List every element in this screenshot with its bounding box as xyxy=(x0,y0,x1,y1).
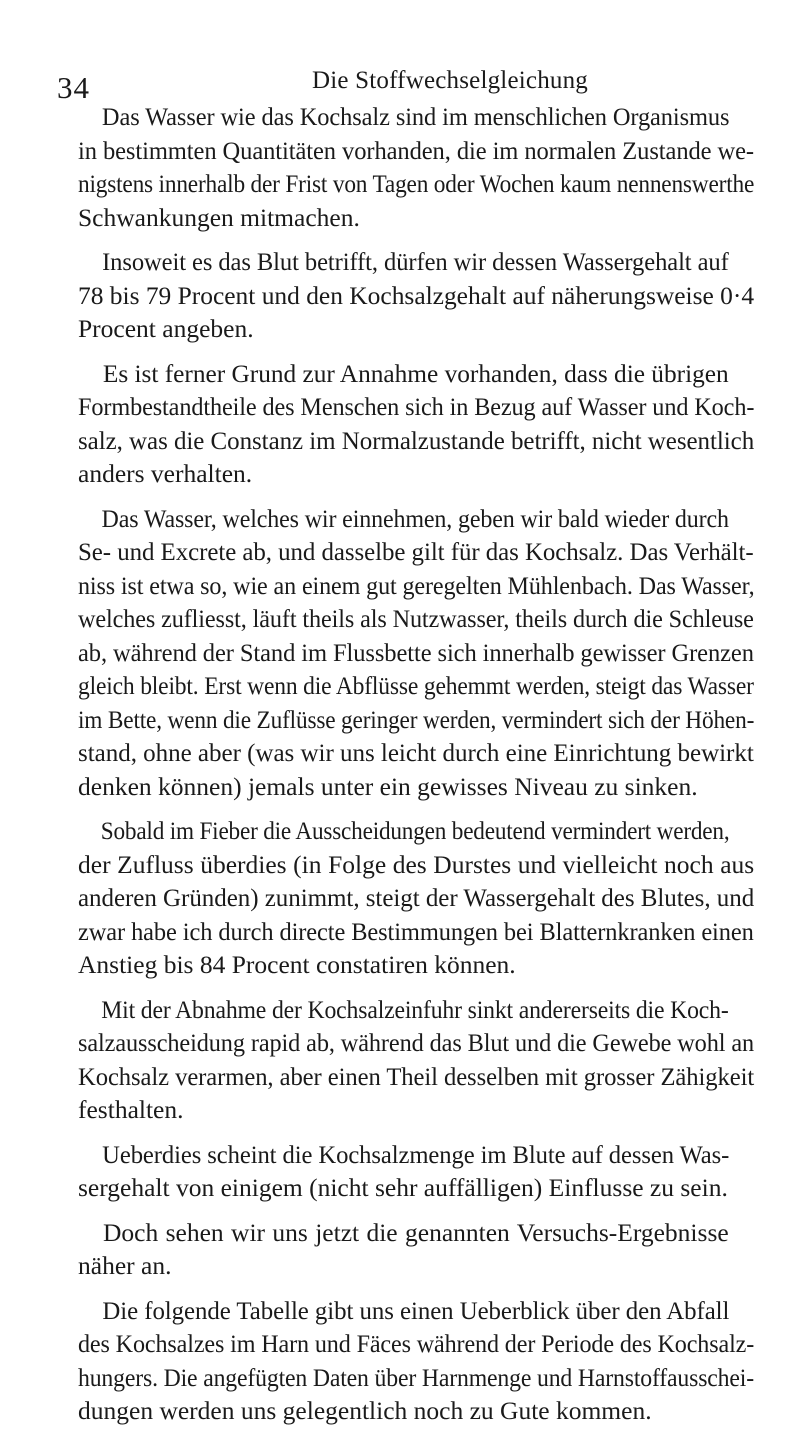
paragraph xyxy=(78,1138,754,1205)
text-line: welches zufliesst, läuft theils als Nutzwasser, theils durch die Schleuse xyxy=(78,604,754,633)
text-line: Das Wasser, welches wir einnehmen, geben wir bald wieder durch xyxy=(101,503,729,533)
text-line: im Bette, wenn die Zuflüsse geringer werden, vermindert sich der Höhen- xyxy=(78,704,755,734)
text-line: Insoweit es das Blut betrifft, dürfen wir dessen Wassergehalt auf xyxy=(102,247,729,276)
text-line: näher an. xyxy=(78,1251,172,1280)
text-line: stand, ohne aber (was wir uns leicht durch eine Einrichtung bewirkt xyxy=(78,738,754,767)
text-line: Anstieg bis 84 Procent constatiren können. xyxy=(78,950,516,979)
text-line: Procent angeben. xyxy=(78,314,254,343)
text-line: Schwankungen mitmachen. xyxy=(78,202,360,232)
text-line: der Zufluss überdies (in Folge des Durstes und vielleicht noch aus xyxy=(78,849,755,879)
text-line: zwar habe ich durch directe Bestimmungen bei Blatternkranken einen xyxy=(78,916,754,946)
text-line: anderen Gründen) zunimmt, steigt der Wassergehalt des Blutes, und xyxy=(78,883,755,912)
paragraph xyxy=(78,1294,754,1428)
text-line: Es ist ferner Grund zur Annahme vorhanden, dass die übrigen xyxy=(102,358,729,388)
paragraph xyxy=(78,993,754,1127)
text-line: denken können) jemals unter ein gewisses Niveau zu sinken. xyxy=(78,771,698,801)
text-line: Ueberdies scheint die Kochsalzmenge im Blute auf dessen Was- xyxy=(102,1139,730,1169)
text-line: salzausscheidung rapid ab, während das Blut und die Gewebe wohl an xyxy=(78,1028,755,1057)
text-line: salz, was die Constanz im Normalzustande betrifft, nicht wesentlich xyxy=(78,425,755,455)
text-line: Doch sehen wir uns jetzt die genannten Versuchs-Ergebnisse xyxy=(103,1217,729,1247)
text-line: 78 bis 79 Procent und den Kochsalzgehalt auf näherungsweise 0·4 xyxy=(78,280,755,310)
text-line: dungen werden uns gelegentlich noch zu Gute kommen. xyxy=(78,1396,652,1425)
paragraph xyxy=(78,245,754,346)
text-line: Das Wasser wie das Kochsalz sind im menschlichen Organismus xyxy=(101,102,730,131)
text-line: gleich bleibt. Erst wenn die Abflüsse gehemmt werden, steigt das Wasser xyxy=(78,671,754,700)
text-line: Die folgende Tabelle gibt uns einen Ueberblick über den Abfall xyxy=(102,1295,730,1325)
text-line: niss ist etwa so, wie an einem gut geregelten Mühlenbach. Das Wasser, xyxy=(78,570,755,600)
text-line: anders verhalten. xyxy=(78,459,253,488)
text-line: Formbestandtheile des Menschen sich in Bezug auf Wasser und Koch- xyxy=(78,392,755,421)
text-line: sergehalt von einigem (nicht sehr auffälligen) Einflusse zu sein. xyxy=(78,1173,728,1202)
paragraph xyxy=(78,814,754,982)
text-line: ab, während der Stand im Flussbette sich innerhalb gewisser Grenzen xyxy=(78,637,754,667)
body-text xyxy=(78,100,754,1439)
paragraph xyxy=(78,1216,754,1283)
paragraph xyxy=(78,502,754,804)
text-line: Sobald im Fieber die Ausscheidungen bedeutend vermindert werden, xyxy=(100,816,730,845)
text-line: Kochsalz verarmen, aber einen Theil desselben mit grosser Zähigkeit xyxy=(78,1061,755,1091)
page-number: 34 xyxy=(57,70,90,105)
running-title: Die Stoffwechselgleichung xyxy=(312,67,588,94)
text-line: festhalten. xyxy=(78,1095,184,1124)
text-line: Mit der Abnahme der Kochsalzeinfuhr sinkt andererseits die Koch- xyxy=(101,994,729,1024)
text-line: in bestimmten Quantitäten vorhanden, die im normalen Zustande we- xyxy=(78,135,755,165)
text-line: nigstens innerhalb der Frist von Tagen oder Wochen kaum nennenswerthe xyxy=(78,169,755,198)
paragraph xyxy=(78,357,754,491)
running-header xyxy=(0,54,800,105)
text-line: des Kochsalzes im Harn und Fäces während der Periode des Kochsalz- xyxy=(78,1329,755,1358)
paragraph xyxy=(78,100,754,234)
text-line: hungers. Die angefügten Daten über Harnmenge und Harnstoffausschei- xyxy=(78,1362,754,1392)
text-line: Se- und Excrete ab, und dasselbe gilt für das Kochsalz. Das Verhält- xyxy=(78,537,754,566)
